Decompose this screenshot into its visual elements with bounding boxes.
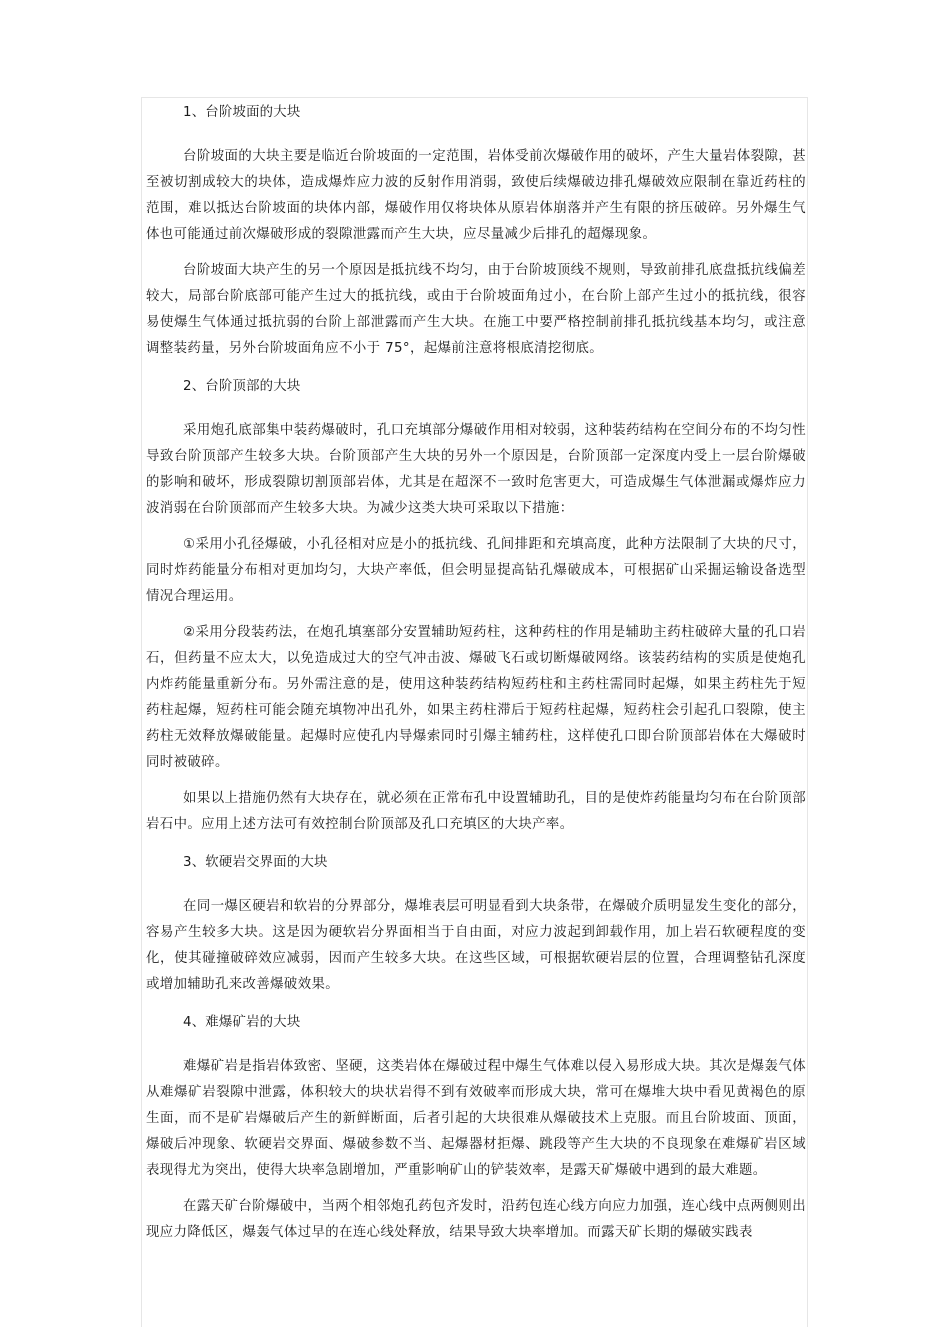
paragraph: 在同一爆区硬岩和软岩的分界部分，爆堆表层可明显看到大块条带，在爆破介质明显发生变化的部分，容易产生较多大块。这是因为硬软岩分界面相当于自由面，对应力波起到卸载作用，加上岩石软硬程度的变化，使其碰撞破碎效应减弱，因而产生较多大块。在这些区域，可根据软硬岩层的位置，合理调整钻孔深度或增加辅助孔来改善爆破效果。 [146, 899, 806, 992]
section-heading: 4、难爆矿岩的大块 [183, 1015, 301, 1030]
paragraph: 如果以上措施仍然有大块存在，就必须在正常布孔中设置辅助孔，目的是使炸药能量均匀布在台阶顶部岩石中。应用上述方法可有效控制台阶顶部及孔口充填区的大块产率。 [146, 791, 806, 832]
paragraph: 台阶坡面的大块主要是临近台阶坡面的一定范围，岩体受前次爆破作用的破坏，产生大量岩体裂隙，甚至被切割成较大的块体，造成爆炸应力波的反射作用消弱，致使后续爆破边排孔爆破效应限制在靠近药柱的范围，难以抵达台阶坡面的块体内部，爆破作用仅将块体从原岩体崩落并产生有限的挤压破碎。另外爆生气体也可能通过前次爆破形成的裂隙泄露而产生大块，应尽量减少后排孔的超爆现象。 [146, 149, 806, 242]
paragraph: 台阶坡面大块产生的另一个原因是抵抗线不均匀，由于台阶坡顶线不规则，导致前排孔底盘抵抗线偏差较大，局部台阶底部可能产生过大的抵抗线，或由于台阶坡面角过小，在台阶上部产生过小的抵抗线，很容易使爆生气体通过抵抗弱的台阶上部泄露而产生大块。在施工中要严格控制前排孔抵抗线基本均匀，或注意调整装药量，另外台阶坡面角应不小于 75°，起爆前注意将根底清挖彻底。 [146, 263, 806, 356]
paragraph: ②采用分段装药法，在炮孔填塞部分安置辅助短药柱，这种药柱的作用是辅助主药柱破碎大量的孔口岩石，但药量不应太大，以免造成过大的空气冲击波、爆破飞石或切断爆破网络。该装药结构的实质是使炮孔内炸药能量重新分布。另外需注意的是，使用这种装药结构短药柱和主药柱需同时起爆，如果主药柱先于短药柱起爆，短药柱可能会随充填物冲出孔外，如果主药柱滞后于短药柱起爆，短药柱会引起孔口裂隙，使主药柱无效释放爆破能量。起爆时应使孔内导爆索同时引爆主辅药柱，这样使孔口即台阶顶部岩体在大爆破时同时被破碎。 [146, 625, 806, 770]
document-body [146, 100, 806, 1246]
section-heading: 1、台阶坡面的大块 [183, 105, 301, 120]
paragraph: 在露天矿台阶爆破中，当两个相邻炮孔药包齐发时，沿药包连心线方向应力加强，连心线中点两侧则出现应力降低区，爆轰气体过早的在连心线处释放，结果导致大块率增加。而露天矿长期的爆破实践表 [146, 1199, 806, 1240]
paragraph: 难爆矿岩是指岩体致密、坚硬，这类岩体在爆破过程中爆生气体难以侵入易形成大块。其次是爆轰气体从难爆矿岩裂隙中泄露，体积较大的块状岩得不到有效破率而形成大块，常可在爆堆大块中看见黄褐色的原生面，而不是矿岩爆破后产生的新鲜断面，后者引起的大块很难从爆破技术上克服。而且台阶坡面、顶面，爆破后冲现象、软硬岩交界面、爆破参数不当、起爆器材拒爆、跳段等产生大块的不良现象在难爆矿岩区域表现得尤为突出，使得大块率急剧增加，严重影响矿山的铲装效率，是露天矿爆破中遇到的最大难题。 [146, 1059, 806, 1178]
section-heading: 2、台阶顶部的大块 [183, 379, 301, 394]
section-heading: 3、软硬岩交界面的大块 [183, 855, 328, 870]
paragraph: 采用炮孔底部集中装药爆破时，孔口充填部分爆破作用相对较弱，这种装药结构在空间分布的不均匀性导致台阶顶部产生较多大块。台阶顶部产生大块的另外一个原因是，台阶顶部一定深度内受上一层台阶爆破的影响和破坏，形成裂隙切割顶部岩体，尤其是在超深不一致时危害更大，可造成爆生气体泄漏或爆炸应力波消弱在台阶顶部而产生较多大块。为减少这类大块可采取以下措施： [146, 423, 806, 516]
paragraph: ①采用小孔径爆破，小孔径相对应是小的抵抗线、孔间排距和充填高度，此种方法限制了大块的尺寸，同时炸药能量分布相对更加均匀，大块产率低，但会明显提高钻孔爆破成本，可根据矿山采掘运输设备选型情况合理运用。 [146, 537, 806, 604]
